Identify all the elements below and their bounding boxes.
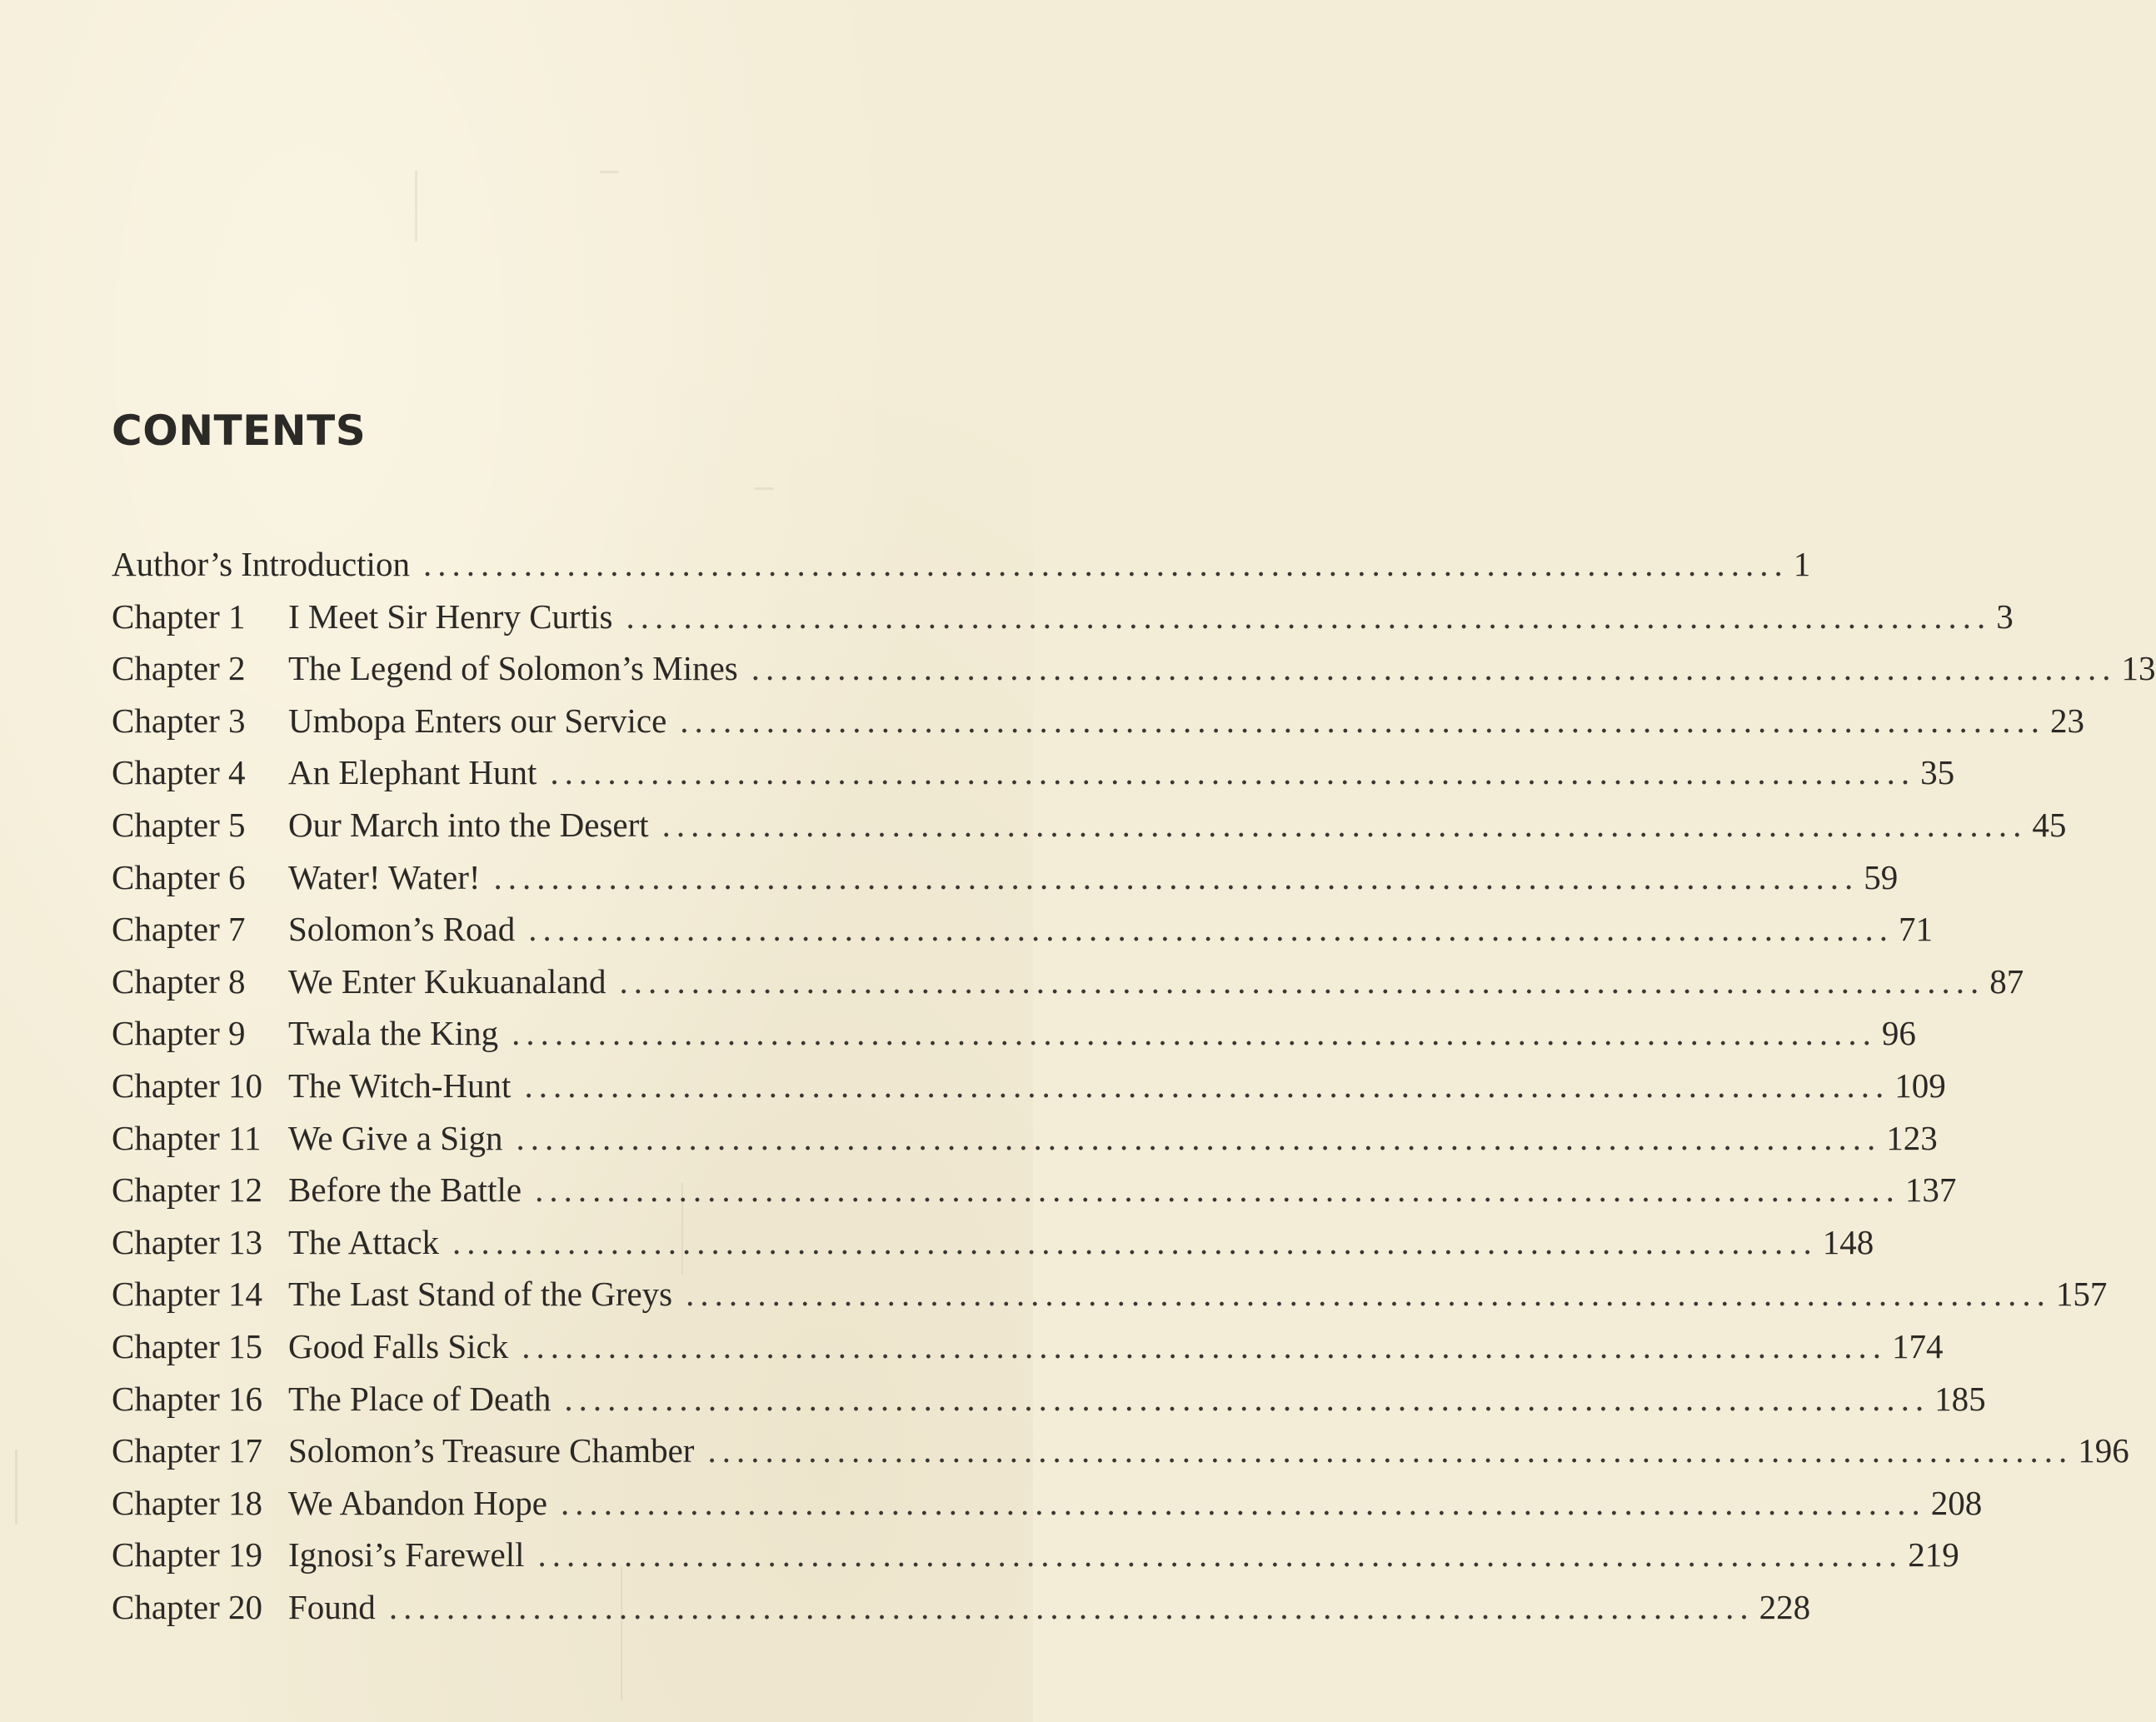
page-number: 219	[1908, 1535, 1959, 1575]
toc-entry-chapter-8[interactable]	[112, 956, 2024, 1008]
page-number: 174	[1892, 1326, 1944, 1365]
dot-leader: ...............................................................................................	[493, 857, 1859, 896]
contents-heading: CONTENTS	[112, 407, 367, 455]
toc-entry-chapter-16[interactable]	[112, 1373, 1986, 1425]
chapter-title: Twala the King	[288, 1014, 499, 1053]
dot-leader: ...............................................................................................	[535, 1170, 1900, 1210]
chapter-title: The Place of Death	[288, 1379, 551, 1418]
chapter-number: Chapter 3	[112, 701, 246, 740]
chapter-number: Chapter 10	[112, 1066, 263, 1105]
paper-scuff	[754, 487, 774, 490]
dot-leader: ...............................................................................................	[388, 1587, 1754, 1626]
page-number: 87	[1989, 961, 2024, 1001]
toc-entry-chapter-10[interactable]	[112, 1060, 1946, 1112]
toc-entry-chapter-12[interactable]	[112, 1164, 1957, 1216]
dot-leader: ...............................................................................................	[707, 1431, 2074, 1470]
page-number: 3	[1996, 596, 2014, 636]
chapter-number: Chapter 15	[112, 1326, 263, 1365]
page-number: 96	[1881, 1014, 1916, 1053]
dot-leader: ...............................................................................................	[560, 1483, 1926, 1522]
chapter-title: I Meet Sir Henry Curtis	[288, 596, 613, 636]
toc-entry-introduction[interactable]	[112, 538, 1811, 591]
chapter-title: Solomon’s Road	[288, 910, 516, 949]
toc-entry-chapter-14[interactable]	[112, 1268, 2108, 1320]
chapter-number: Chapter 6	[112, 857, 246, 896]
dot-leader: ...............................................................................................	[661, 805, 2028, 844]
chapter-title: Umbopa Enters our Service	[288, 701, 667, 740]
toc-entry-chapter-5[interactable]	[112, 799, 2067, 851]
chapter-number: Chapter 19	[112, 1535, 263, 1575]
dot-leader: ...............................................................................................	[686, 1275, 2051, 1314]
chapter-title: The Witch-Hunt	[288, 1066, 512, 1105]
dot-leader: ...............................................................................................	[512, 1014, 1877, 1053]
page-number: 109	[1894, 1066, 1946, 1105]
dot-leader: ...............................................................................................	[528, 910, 1894, 949]
toc-entry-chapter-4[interactable]	[112, 746, 1955, 799]
chapter-number: Chapter 2	[112, 649, 246, 688]
dot-leader: ...............................................................................................	[452, 1222, 1818, 1261]
dot-leader: ...............................................................................................	[626, 596, 1992, 636]
chapter-title: We Give a Sign	[288, 1118, 503, 1157]
dot-leader: ...............................................................................................	[537, 1535, 1904, 1575]
toc-entry-chapter-18[interactable]	[112, 1477, 1983, 1530]
chapter-title: Our March into the Desert	[288, 805, 649, 844]
toc-entry-chapter-15[interactable]	[112, 1320, 1944, 1373]
chapter-number: Chapter 1	[112, 596, 246, 636]
chapter-number: Chapter 4	[112, 753, 246, 792]
page-number: 196	[2078, 1431, 2129, 1470]
dot-leader: ...............................................................................................	[564, 1379, 1930, 1418]
page-number: 228	[1759, 1587, 1811, 1626]
chapter-title: Ignosi’s Farewell	[288, 1535, 525, 1575]
page-number: 208	[1930, 1483, 1983, 1522]
chapter-title: Solomon’s Treasure Chamber	[288, 1431, 695, 1470]
chapter-number: Chapter 14	[112, 1275, 263, 1314]
page-number: 71	[1898, 910, 1933, 949]
dot-leader: ...............................................................................................	[516, 1118, 1882, 1157]
chapter-title: Before the Battle	[288, 1170, 522, 1210]
toc-entry-chapter-7[interactable]	[112, 903, 1933, 956]
page-number: 23	[2050, 701, 2085, 740]
page-number: 137	[1904, 1170, 1957, 1210]
page-number: 1	[1793, 545, 1811, 583]
chapter-title: An Elephant Hunt	[288, 753, 537, 792]
chapter-number: Chapter 12	[112, 1170, 263, 1210]
page-number: 157	[2055, 1275, 2108, 1314]
chapter-title: We Enter Kukuanaland	[288, 961, 606, 1001]
chapter-title: The Attack	[288, 1222, 440, 1261]
chapter-title: Water! Water!	[288, 857, 481, 896]
chapter-title: Found	[288, 1587, 376, 1626]
page-number: 59	[1864, 857, 1899, 896]
paper-scuff	[415, 171, 417, 242]
chapter-title: We Abandon Hope	[288, 1483, 547, 1522]
toc-entry-chapter-3[interactable]	[112, 695, 2085, 747]
toc-entry-chapter-6[interactable]	[112, 851, 1899, 904]
dot-leader: ...............................................................................................	[522, 1326, 1887, 1365]
paper-scuff	[15, 1450, 17, 1525]
chapter-number: Chapter 8	[112, 961, 246, 1001]
dot-leader: ...............................................................................................	[751, 649, 2117, 688]
dot-leader: ...............................................................................................	[550, 753, 1916, 792]
chapter-number: Chapter 16	[112, 1379, 263, 1418]
toc-entry-chapter-17[interactable]	[112, 1425, 2129, 1477]
table-of-contents	[112, 538, 2156, 1633]
entry-label: Author’s Introduction	[112, 545, 410, 583]
toc-entry-chapter-13[interactable]	[112, 1216, 1874, 1269]
dot-leader: ...............................................................................................	[619, 961, 1985, 1001]
chapter-number: Chapter 18	[112, 1483, 263, 1522]
chapter-number: Chapter 5	[112, 805, 246, 844]
page-number: 45	[2032, 805, 2067, 844]
toc-entry-chapter-1[interactable]	[112, 591, 2014, 643]
chapter-number: Chapter 11	[112, 1118, 262, 1157]
page-number: 185	[1934, 1379, 1986, 1418]
page-number: 148	[1822, 1222, 1874, 1261]
dot-leader: ...............................................................................................	[422, 545, 1789, 583]
chapter-number: Chapter 17	[112, 1431, 263, 1470]
toc-entry-chapter-20[interactable]	[112, 1581, 1811, 1634]
toc-entry-chapter-19[interactable]	[112, 1529, 1959, 1581]
page-number: 35	[1920, 753, 1955, 792]
paper-scuff	[600, 171, 618, 173]
dot-leader: ...............................................................................................	[524, 1066, 1890, 1105]
chapter-number: Chapter 7	[112, 910, 246, 949]
chapter-title: Good Falls Sick	[288, 1326, 509, 1365]
page-number: 13	[2121, 649, 2156, 688]
chapter-number: Chapter 13	[112, 1222, 263, 1261]
chapter-title: The Last Stand of the Greys	[288, 1275, 673, 1314]
toc-entry-chapter-2[interactable]	[112, 642, 2156, 695]
toc-entry-chapter-11[interactable]	[112, 1112, 1938, 1165]
chapter-title: The Legend of Solomon’s Mines	[288, 649, 738, 688]
chapter-number: Chapter 20	[112, 1587, 263, 1626]
toc-entry-chapter-9[interactable]	[112, 1007, 1916, 1060]
dot-leader: ...............................................................................................	[680, 701, 2046, 740]
page-number: 123	[1886, 1118, 1938, 1157]
chapter-number: Chapter 9	[112, 1014, 246, 1053]
